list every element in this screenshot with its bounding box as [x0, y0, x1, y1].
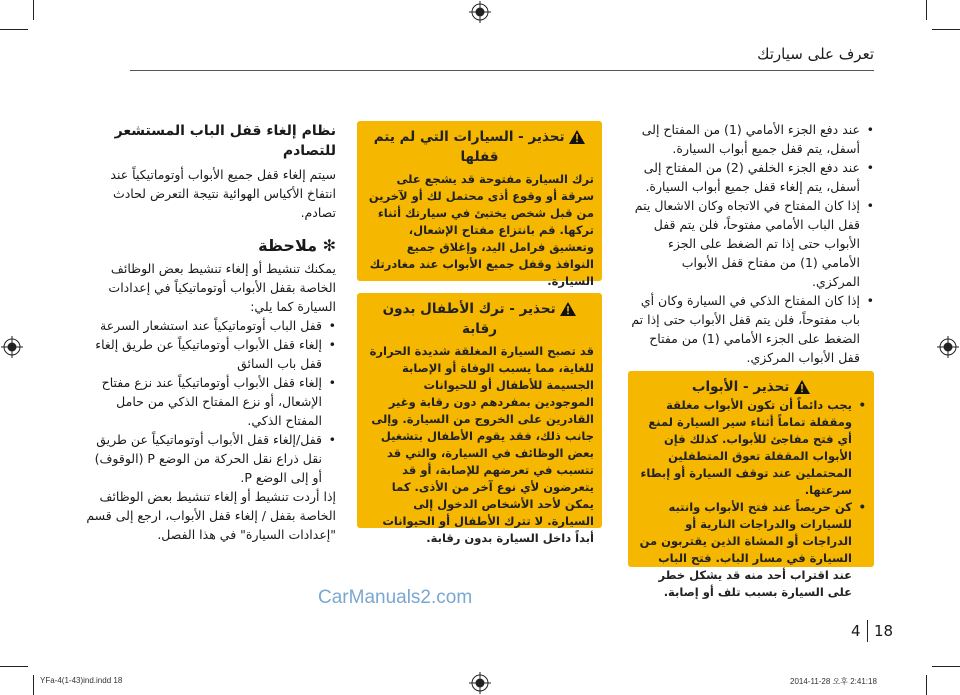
page-header-title: تعرف على سيارتك	[757, 45, 874, 63]
warning-title-text: تحذير - الأبواب	[691, 379, 790, 395]
registration-mark-icon	[1, 336, 23, 358]
warning-triangle-icon	[569, 130, 585, 144]
asterisk-icon: ✻	[322, 236, 336, 255]
registration-mark-icon	[469, 1, 491, 23]
warning-body: قد تصبح السيارة المغلقة شديدة الحرارة للغاية، مما يسبب الوفاة أو الإصابة الجسيمة للأطفال أو للحيوانات الموجودين بمفردهم دون رقابة وغير القادرين على الخروج من السيارة. وإلى جانب ذلك، فقد يقوم الأطفال بتشغيل بعض الوظائف في السيارة، والتي قد تتسبب في تعرضهم للإصابة، أو قد يتعرضون لأي نوع آخر من الأذى. كما يمكن لأحد الأشخاص الدخول إلى السيارة. لا تترك الأطفال أو الحيوانات أبداً داخل السيارة بدون رقابة.	[369, 344, 594, 545]
note-outro: إذا أردت تنشيط أو إلغاء تنشيط بعض الوظائف الخاصة بقفل / إلغاء قفل الأبواب، ارجع إلى قسم "إعدادات السيارة" في هذا الفصل.	[86, 489, 336, 542]
list-item: • إذا كان المفتاح الذكي في السيارة وكان أي باب مفتوحاً، فلن يتم قفل الأبواب حتى إذا تم الضغط على الجزء الأمامي (1) من مفتاح قفل الأبواب المركزي.	[630, 291, 874, 367]
warning-list	[636, 397, 866, 601]
warning-triangle-icon	[560, 302, 576, 316]
warning-body: ترك السيارة مفتوحة قد يشجع على سرقة أو وقوع أذى محتمل لك أو لآخرين من قبل شخص يختبئ في سيارتك أثناء تركها. قم بانتزاع مفتاح الإشعال، وتعشيق فرامل اليد، وإغلاق جميع النوافذ وقفل جميع الأبواب عند مغادرتك السيارة.	[368, 172, 594, 288]
warning-box-title	[365, 299, 594, 339]
registration-mark-icon	[937, 336, 959, 358]
warning-title-text: تحذير - السيارات التي لم يتم قفلها	[373, 129, 565, 165]
header-rule	[130, 70, 874, 71]
crop-mark	[932, 666, 960, 667]
warning-box-unattended-children	[357, 293, 602, 545]
crop-mark	[926, 0, 927, 20]
warning-triangle-icon	[794, 380, 810, 394]
note-intro: يمكنك تنشيط أو إلغاء تنشيط بعض الوظائف الخاصة بقفل الأبواب أوتوماتيكياً في إعدادات السيارة كما يلي:	[108, 261, 336, 314]
warning-box-doors	[628, 371, 874, 599]
crop-mark	[926, 675, 927, 695]
auto-lock-list	[86, 316, 336, 487]
page-number: 18	[874, 622, 894, 640]
lock-switch-list	[630, 120, 874, 367]
warning-box-title	[365, 127, 594, 167]
list-item: • كن حريصاً عند فتح الأبواب وانتبه للسيارات والدراجات النارية أو الدراجات أو المشاة الذين يقتربون من السيارة في مسار الباب. فتح الباب عند اقتراب أحد منه قد يشكل خطر على السيارة بسبب تلف أو إصابة.	[636, 499, 866, 601]
left-column	[86, 121, 336, 544]
list-item: • قفل/إلغاء قفل الأبواب أوتوماتيكياً عن طريق نقل ذراع نقل الحركة من الوضع P (الوقوف) أو إلى الوضع P.	[86, 430, 336, 487]
crop-mark	[0, 29, 28, 30]
list-item: • يجب دائماً أن تكون الأبواب مغلقة ومقفلة تماماً أثناء سير السيارة لمنع أي فتح مفاجئ للأبواب. كذلك فإن الأبواب المقفلة تعوق المتطفلين المحتملين عند توقف السيارة أو إبطاء سرعتها.	[636, 397, 866, 499]
list-item: • إذا كان المفتاح في الاتجاه وكان الاشعال يتم قفل الباب الأمامي مفتوحاً، فلن يتم قفل الأبواب حتى إذا تم الضغط على الجزء الأمامي (1) من مفتاح قفل الأبواب المركزي.	[630, 196, 874, 291]
crop-mark	[932, 29, 960, 30]
list-item: • عند دفع الجزء الخلفي (2) من المفتاح إلى أسفل، يتم إلغاء قفل جميع أبواب السيارة.	[630, 158, 874, 196]
footer-file-name: YFa-4(1-43)ind.indd 18	[40, 676, 123, 685]
list-item: • عند دفع الجزء الأمامي (1) من المفتاح إلى أسفل، يتم قفل جميع أبواب السيارة.	[630, 120, 874, 158]
section-body: سيتم إلغاء قفل جميع الأبواب أوتوماتيكياً عند انتفاخ الأكياس الهوائية نتيجة التعرض لحادث تصادم.	[110, 167, 336, 220]
section-title: نظام إلغاء قفل الباب المستشعر للتصادم	[114, 123, 336, 159]
watermark-text: CarManuals2.com	[318, 587, 473, 608]
note-heading	[86, 236, 336, 255]
note-title: ملاحظة	[258, 236, 318, 255]
warning-box-unlocked-vehicles	[357, 121, 602, 288]
right-column	[630, 120, 874, 367]
crop-mark	[33, 675, 34, 695]
footer-date: 2014-11-28 오후 2:41:18	[790, 677, 877, 686]
crop-mark	[33, 0, 34, 20]
list-item: • قفل الباب أوتوماتيكياً عند استشعار السرعة	[86, 316, 336, 335]
registration-mark-icon	[469, 672, 491, 694]
page-number-divider	[867, 620, 868, 642]
chapter-number: 4	[851, 622, 861, 640]
list-item: • إلغاء قفل الأبواب أوتوماتيكياً عن طريق إلغاء قفل باب السائق	[86, 335, 336, 373]
crop-mark	[0, 666, 28, 667]
warning-box-title	[636, 377, 866, 397]
list-item: • إلغاء قفل الأبواب أوتوماتيكياً عند نزع مفتاح الإشعال، أو نزع المفتاح الذكي من حامل المفتاح الذكي.	[86, 373, 336, 430]
warning-title-text: تحذير - ترك الأطفال بدون رقابة	[382, 301, 556, 337]
